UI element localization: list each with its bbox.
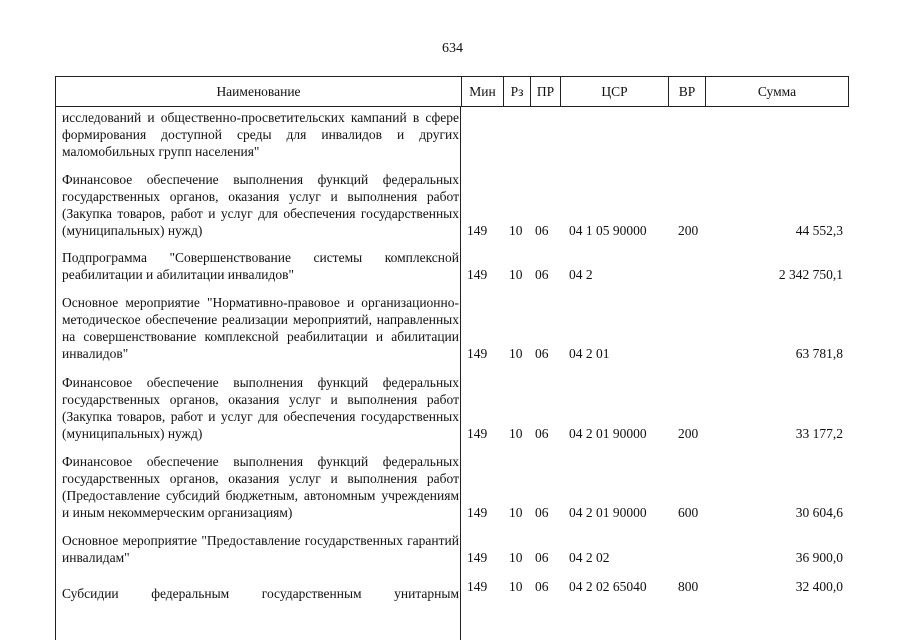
row-rz: 10	[509, 267, 523, 282]
table-left-border	[55, 107, 56, 640]
row-csr: 04 2	[569, 267, 593, 282]
row-pr: 06	[535, 223, 549, 238]
row-rz: 10	[509, 346, 523, 361]
page-number: 634	[442, 41, 463, 56]
row-sum: 44 552,3	[795, 223, 843, 238]
row-name: Финансовое обеспечение выполнения функций федеральных государственных органов, оказания услуг и выполнения работ (Закупка товаров, работ и услуг для обеспечения государственных (муниципальных) нужд)	[62, 375, 459, 441]
row-pr: 06	[535, 579, 549, 594]
row-vr: 200	[678, 426, 699, 441]
column-header-min: Мин	[461, 77, 503, 106]
row-sum: 36 900,0	[795, 550, 843, 565]
row-name: Основное мероприятие "Предоставление государственных гарантий инвалидам"	[62, 533, 459, 565]
row-min: 149	[467, 426, 488, 441]
row-min: 149	[467, 223, 488, 238]
row-pr: 06	[535, 505, 549, 520]
row-pr: 06	[535, 426, 549, 441]
column-header-name: Наименование	[216, 84, 301, 99]
row-name: Финансовое обеспечение выполнения функций федеральных государственных органов, оказания услуг и выполнения работ (Закупка товаров, работ и услуг для обеспечения государственных (муниципальных) нужд)	[62, 172, 459, 238]
row-sum: 30 604,6	[795, 505, 843, 520]
row-min: 149	[467, 346, 488, 361]
column-header-vr: ВР	[668, 77, 705, 106]
row-sum: 32 400,0	[795, 579, 843, 594]
column-header-sum: Сумма	[705, 77, 848, 106]
table-header	[55, 76, 849, 107]
row-rz: 10	[509, 505, 523, 520]
row-csr: 04 2 01	[569, 346, 610, 361]
row-min: 149	[467, 267, 488, 282]
row-csr: 04 1 05 90000	[569, 223, 647, 238]
row-rz: 10	[509, 550, 523, 565]
row-pr: 06	[535, 346, 549, 361]
row-min: 149	[467, 579, 488, 594]
row-name: Подпрограмма "Совершенствование системы комплексной реабилитации и абилитации инвалидов"	[62, 250, 459, 282]
table-name-column-divider	[460, 107, 461, 640]
row-csr: 04 2 01 90000	[569, 505, 647, 520]
row-sum: 33 177,2	[795, 426, 843, 441]
row-name: Основное мероприятие "Нормативно-правовое и организационно-методическое обеспечение реализации мероприятий, направленных на совершенствование комплексной реабилитации и абилитации инвалидов"	[62, 295, 459, 361]
row-csr: 04 2 02	[569, 550, 610, 565]
row-rz: 10	[509, 426, 523, 441]
row-vr: 200	[678, 223, 699, 238]
row-sum: 63 781,8	[795, 346, 843, 361]
row-name: Субсидии федеральным государственным унитарным	[62, 586, 459, 601]
column-header-pr: ПР	[530, 77, 560, 106]
row-name: исследований и общественно-просветительских кампаний в сфере формирования доступной среды для инвалидов и других маломобильных групп населения"	[62, 110, 459, 159]
row-rz: 10	[509, 223, 523, 238]
row-pr: 06	[535, 550, 549, 565]
row-min: 149	[467, 550, 488, 565]
row-vr: 600	[678, 505, 699, 520]
row-csr: 04 2 02 65040	[569, 579, 647, 594]
column-header-rz: Рз	[503, 77, 530, 106]
row-rz: 10	[509, 579, 523, 594]
column-header-csr: ЦСР	[560, 77, 668, 106]
row-pr: 06	[535, 267, 549, 282]
row-min: 149	[467, 505, 488, 520]
row-vr: 800	[678, 579, 699, 594]
row-name: Финансовое обеспечение выполнения функций федеральных государственных органов, оказания услуг и выполнения работ (Предоставление субсидий бюджетным, автономным учреждениям и иным некоммерческим организациям)	[62, 454, 459, 520]
row-csr: 04 2 01 90000	[569, 426, 647, 441]
row-sum: 2 342 750,1	[778, 267, 843, 282]
